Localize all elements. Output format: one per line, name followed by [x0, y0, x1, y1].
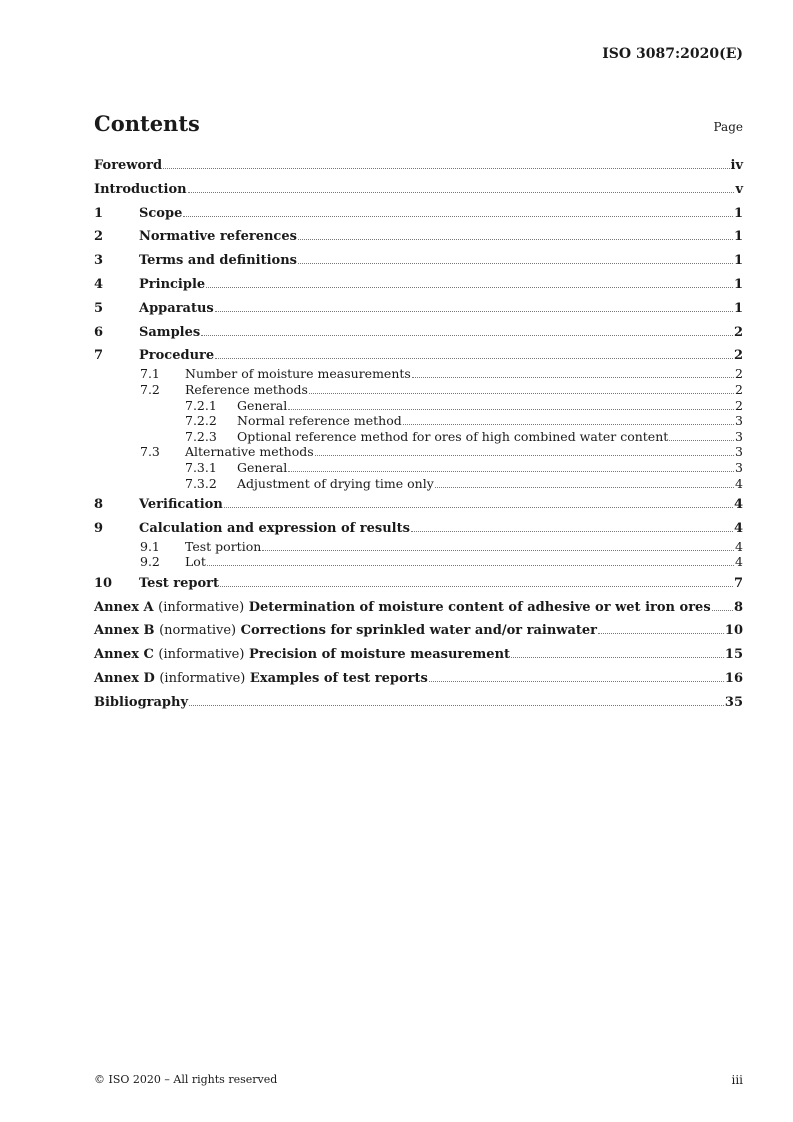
dot-leader: [288, 409, 734, 410]
toc-entry-page: 16: [724, 670, 743, 686]
toc-entry-number: 1: [94, 205, 104, 221]
toc-entry-number: 8: [94, 496, 104, 512]
toc-header: [94, 111, 743, 141]
toc-entry-terms-definitions[interactable]: [94, 250, 743, 271]
toc-entry-label: Examples of test reports: [249, 670, 428, 686]
toc-entry-page: 4: [733, 496, 743, 512]
annex-type: (normative): [159, 623, 237, 639]
toc-entry-moisture-measurements[interactable]: [94, 366, 743, 382]
toc-entry-number: 4: [94, 276, 104, 292]
toc-entry-label: Lot: [185, 554, 206, 570]
toc-entry-label: Corrections for sprinkled water and/or rainwater: [240, 623, 598, 639]
toc-entry-normative-references[interactable]: [94, 226, 743, 247]
toc-entry-page: 4: [735, 554, 743, 570]
toc-entry-test-portion[interactable]: [94, 539, 743, 555]
dot-leader: [298, 263, 733, 264]
toc-entry-drying-time[interactable]: [94, 476, 743, 492]
toc-entry-number: 7.2: [140, 381, 160, 397]
dot-leader: [207, 565, 734, 566]
toc-entry-annex-d[interactable]: [94, 668, 743, 689]
toc-entry-page: 2: [735, 366, 743, 382]
dot-leader: [511, 657, 724, 658]
toc-entry-page: 3: [735, 444, 743, 460]
document-id: ISO 3087:2020(E): [602, 46, 743, 62]
toc-entry-page: 15: [724, 647, 743, 663]
toc-entry-number: 3: [94, 253, 104, 269]
dot-leader: [712, 610, 733, 611]
toc-entry-page: 4: [735, 475, 743, 491]
annex-type: (informative): [159, 670, 246, 686]
toc-entry-number: 7.3.1: [185, 459, 217, 475]
toc-entry-label: Principle: [139, 276, 206, 292]
page-number: iii: [731, 1073, 743, 1087]
toc-entry-number: 7.1: [140, 366, 160, 382]
toc-entry-label: Introduction: [94, 181, 187, 197]
toc-entry-page: 1: [733, 229, 743, 245]
toc-entry-label: Test portion: [185, 538, 262, 554]
toc-entry-optional-reference-method[interactable]: [94, 429, 743, 445]
dot-leader: [189, 705, 724, 706]
toc-entry-procedure[interactable]: [94, 345, 743, 366]
dot-leader: [188, 192, 735, 193]
toc-entry-label: Determination of moisture content of adhesive or wet iron ores: [248, 599, 711, 615]
dot-leader: [598, 633, 724, 634]
toc-entry-label: Bibliography: [94, 694, 189, 710]
toc-entry-verification[interactable]: [94, 494, 743, 515]
toc-entry-label: Number of moisture measurements: [185, 366, 411, 382]
dot-leader: [315, 455, 734, 456]
toc-entry-page: 3: [735, 459, 743, 475]
toc-entry-calculation[interactable]: [94, 518, 743, 539]
toc-entry-page: 4: [733, 520, 743, 536]
toc-entry-principle[interactable]: [94, 274, 743, 295]
toc-entry-page: 10: [724, 623, 743, 639]
toc-entry-page: iv: [730, 158, 743, 173]
page-title: Contents: [94, 111, 200, 136]
dot-leader: [206, 287, 733, 288]
dot-leader: [215, 311, 733, 312]
dot-leader: [429, 681, 724, 682]
toc-entry-number: 9.2: [140, 554, 160, 570]
dot-leader: [288, 471, 734, 472]
toc-entry-label: Optional reference method for ores of high combined water content: [237, 428, 669, 444]
toc-entry-label: Verification: [139, 496, 223, 512]
toc-entry-number: 5: [94, 300, 104, 316]
toc-entry-alternative-general[interactable]: [94, 460, 743, 476]
toc-entry-page: 2: [735, 381, 743, 397]
toc-entry-alternative-methods[interactable]: [94, 444, 743, 460]
toc-entry-test-report[interactable]: [94, 573, 743, 594]
toc-entry-annex-b[interactable]: [94, 620, 743, 641]
toc-entry-number: 7.2.1: [185, 397, 217, 413]
toc-entry-label: General: [237, 397, 288, 413]
toc-entry-annex-c[interactable]: [94, 644, 743, 665]
toc-entry-page: 1: [733, 276, 743, 292]
toc-entry-label: Terms and definitions: [139, 253, 297, 269]
toc-entry-number: 7.2.2: [185, 413, 217, 429]
toc-entry-label: Samples: [139, 324, 201, 340]
toc-entry-number: 7: [94, 348, 104, 364]
dot-leader: [201, 335, 733, 336]
copyright-notice: © ISO 2020 – All rights reserved: [94, 1073, 278, 1086]
toc-entry-page: 1: [733, 205, 743, 221]
toc-entry-lot[interactable]: [94, 554, 743, 570]
dot-leader: [309, 393, 734, 394]
toc-entry-label: General: [237, 459, 288, 475]
dot-leader: [183, 216, 733, 217]
dot-leader: [669, 440, 734, 441]
toc-entry-number: 7.2.3: [185, 428, 217, 444]
toc-entry-introduction[interactable]: [94, 179, 743, 200]
toc-entry-apparatus[interactable]: [94, 298, 743, 319]
toc-entry-bibliography[interactable]: [94, 692, 743, 713]
toc-entry-scope[interactable]: [94, 203, 743, 224]
toc-entry-page: v: [735, 181, 743, 197]
annex-prefix: Annex D: [94, 670, 155, 686]
toc-entry-label: Alternative methods: [185, 444, 314, 460]
toc-entry-page: 4: [735, 538, 743, 554]
toc-entry-page: 1: [733, 300, 743, 316]
toc-entry-annex-a[interactable]: [94, 597, 743, 618]
annex-prefix: Annex C: [94, 647, 154, 663]
toc-entry-page: 8: [733, 599, 743, 615]
toc-entry-label: Reference methods: [185, 381, 308, 397]
toc-entry-label: Foreword: [94, 158, 163, 173]
toc-entry-number: 10: [94, 575, 113, 591]
toc-entry-page: 3: [735, 428, 743, 444]
dot-leader: [220, 586, 733, 587]
toc-entry-label: Normal reference method: [237, 413, 402, 429]
annex-prefix: Annex B: [94, 623, 155, 639]
page-column-label: Page: [713, 120, 743, 134]
toc-entry-page: 2: [735, 397, 743, 413]
toc-entry-page: 1: [733, 253, 743, 269]
toc-entry-normal-reference-method[interactable]: [94, 413, 743, 429]
toc-entry-page: 2: [733, 324, 743, 340]
toc-entry-number: 7.3: [140, 444, 160, 460]
dot-leader: [411, 531, 733, 532]
toc-entry-number: 2: [94, 229, 104, 245]
toc-entry-page: 7: [733, 575, 743, 591]
toc-entry-label: Calculation and expression of results: [139, 520, 410, 536]
dot-leader: [298, 239, 733, 240]
toc-entry-number: 6: [94, 324, 104, 340]
dot-leader: [262, 550, 734, 551]
dot-leader: [435, 487, 734, 488]
dot-leader: [412, 377, 734, 378]
toc-entry-label: Apparatus: [139, 300, 214, 316]
annex-type: (informative): [158, 599, 245, 615]
toc-entry-label: Adjustment of drying time only: [237, 475, 434, 491]
toc-entry-number: 9: [94, 520, 104, 536]
toc-entry-label: Normative references: [139, 229, 297, 245]
toc-entry-samples[interactable]: [94, 322, 743, 343]
annex-prefix: Annex A: [94, 599, 154, 615]
toc-entry-label: Scope: [139, 205, 183, 221]
annex-type: (informative): [158, 647, 245, 663]
toc-entry-page: 2: [733, 348, 743, 364]
toc-entry-reference-methods[interactable]: [94, 382, 743, 398]
dot-leader: [163, 168, 729, 169]
dot-leader: [224, 507, 733, 508]
toc-entry-number: 7.3.2: [185, 475, 217, 491]
toc-entry-page: 3: [735, 413, 743, 429]
dot-leader: [215, 358, 733, 359]
toc-entry-foreword[interactable]: [94, 155, 743, 176]
toc-entry-label: Precision of moisture measurement: [248, 647, 511, 663]
toc-entry-page: 35: [724, 694, 743, 710]
dot-leader: [403, 424, 734, 425]
toc-entry-reference-general[interactable]: [94, 398, 743, 414]
toc-entry-number: 9.1: [140, 538, 160, 554]
table-of-contents: [94, 155, 743, 713]
toc-entry-label: Test report: [139, 575, 220, 591]
toc-entry-label: Procedure: [139, 348, 215, 364]
